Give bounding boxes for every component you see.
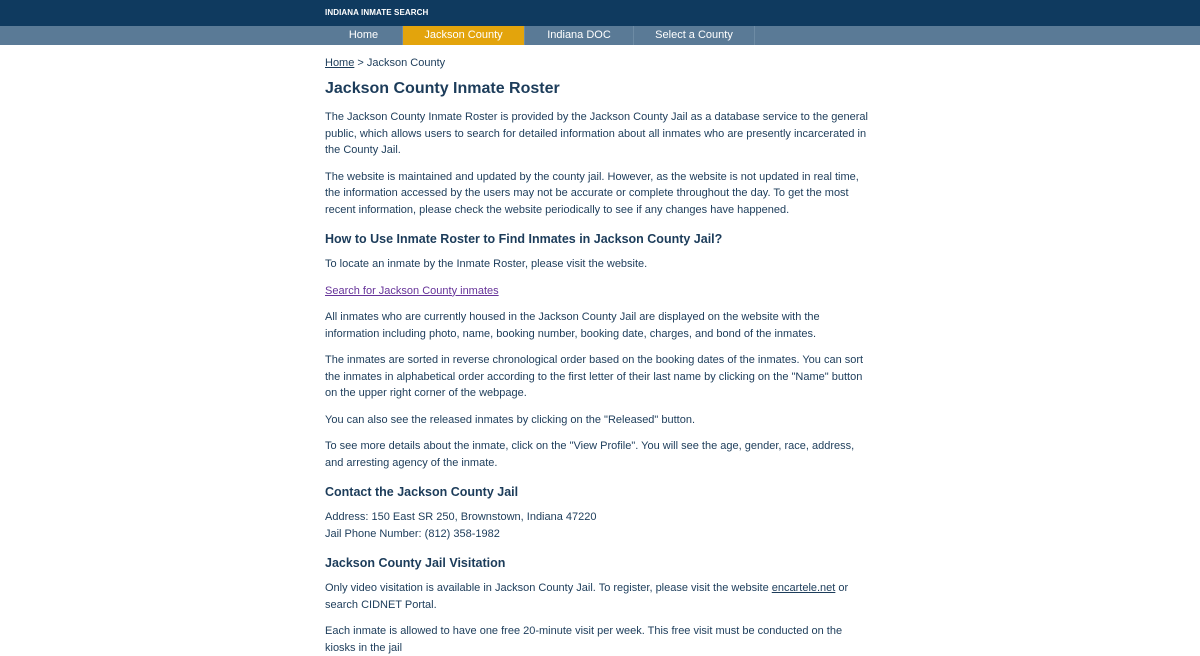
main-nav <box>0 26 1200 45</box>
site-header <box>0 0 1200 26</box>
howto-paragraph-5: To see more details about the inmate, click on the "View Profile". You will see the age, gender, race, address, and arresting agency of the inmate. <box>325 440 855 469</box>
contact-info <box>325 509 875 542</box>
howto-paragraph-2: All inmates who are currently housed in the Jackson County Jail are displayed on the website with the information including photo, name, booking number, booking date, charges, and bond of the inmates. <box>325 311 820 340</box>
visitation-text-before: Only video visitation is available in Jackson County Jail. To register, please visit the website <box>325 582 772 594</box>
howto-heading: How to Use Inmate Roster to Find Inmates in Jackson County Jail? <box>325 232 723 246</box>
nav-item-select-county[interactable]: Select a County <box>634 26 755 45</box>
howto-paragraph-4: You can also see the released inmates by clicking on the "Released" button. <box>325 413 696 426</box>
site-title[interactable]: INDIANA INMATE SEARCH <box>325 8 429 17</box>
encartele-link[interactable]: encartele.net <box>771 582 836 594</box>
nav-item-indiana-doc[interactable]: Indiana DOC <box>525 26 634 45</box>
visitation-paragraph-2: Each inmate is allowed to have one free 20-minute visit per week. This free visit must be conducted on the kiosks in the jail <box>325 625 843 654</box>
visitation-heading: Jackson County Jail Visitation <box>325 556 506 570</box>
main-content <box>325 55 875 656</box>
breadcrumb-current: Jackson County <box>366 57 446 69</box>
search-link-paragraph <box>325 283 875 300</box>
contact-address: Address: 150 East SR 250, Brownstown, Indiana 47220 <box>325 511 597 523</box>
visitation-text-after: or search CIDNET Portal. <box>325 582 849 611</box>
nav-item-home[interactable]: Home <box>325 26 403 45</box>
nav-item-jackson-county[interactable]: Jackson County <box>403 26 525 45</box>
howto-paragraph-3: The inmates are sorted in reverse chronological order based on the booking dates of the inmates. You can sort the inmates in alphabetical order according to the first letter of their last name by clicking on the "Name" button on the upper right corner of the webpage. <box>325 354 864 399</box>
breadcrumb-separator: > <box>354 57 367 69</box>
howto-paragraph-1: To locate an inmate by the Inmate Roster, please visit the website. <box>325 258 648 270</box>
breadcrumb-home-link[interactable]: Home <box>325 57 355 69</box>
contact-heading: Contact the Jackson County Jail <box>325 485 519 499</box>
page-title: Jackson County Inmate Roster <box>325 80 560 97</box>
contact-phone: Jail Phone Number: (812) 358-1982 <box>325 527 500 540</box>
intro-paragraph-1: The Jackson County Inmate Roster is provided by the Jackson County Jail as a database service to the general public, which allows users to search for detailed information about all inmates who are presently incarcerated in the County Jail. <box>325 111 868 156</box>
search-inmates-link[interactable]: Search for Jackson County inmates <box>325 284 499 297</box>
breadcrumb <box>325 55 875 72</box>
visitation-paragraph-1 <box>325 580 875 613</box>
intro-paragraph-2: The website is maintained and updated by the county jail. However, as the website is not updated in real time, the information accessed by the users may not be accurate or complete throughout the day. To get the most recent information, please check the website periodically to see if any changes have happened. <box>325 170 859 216</box>
